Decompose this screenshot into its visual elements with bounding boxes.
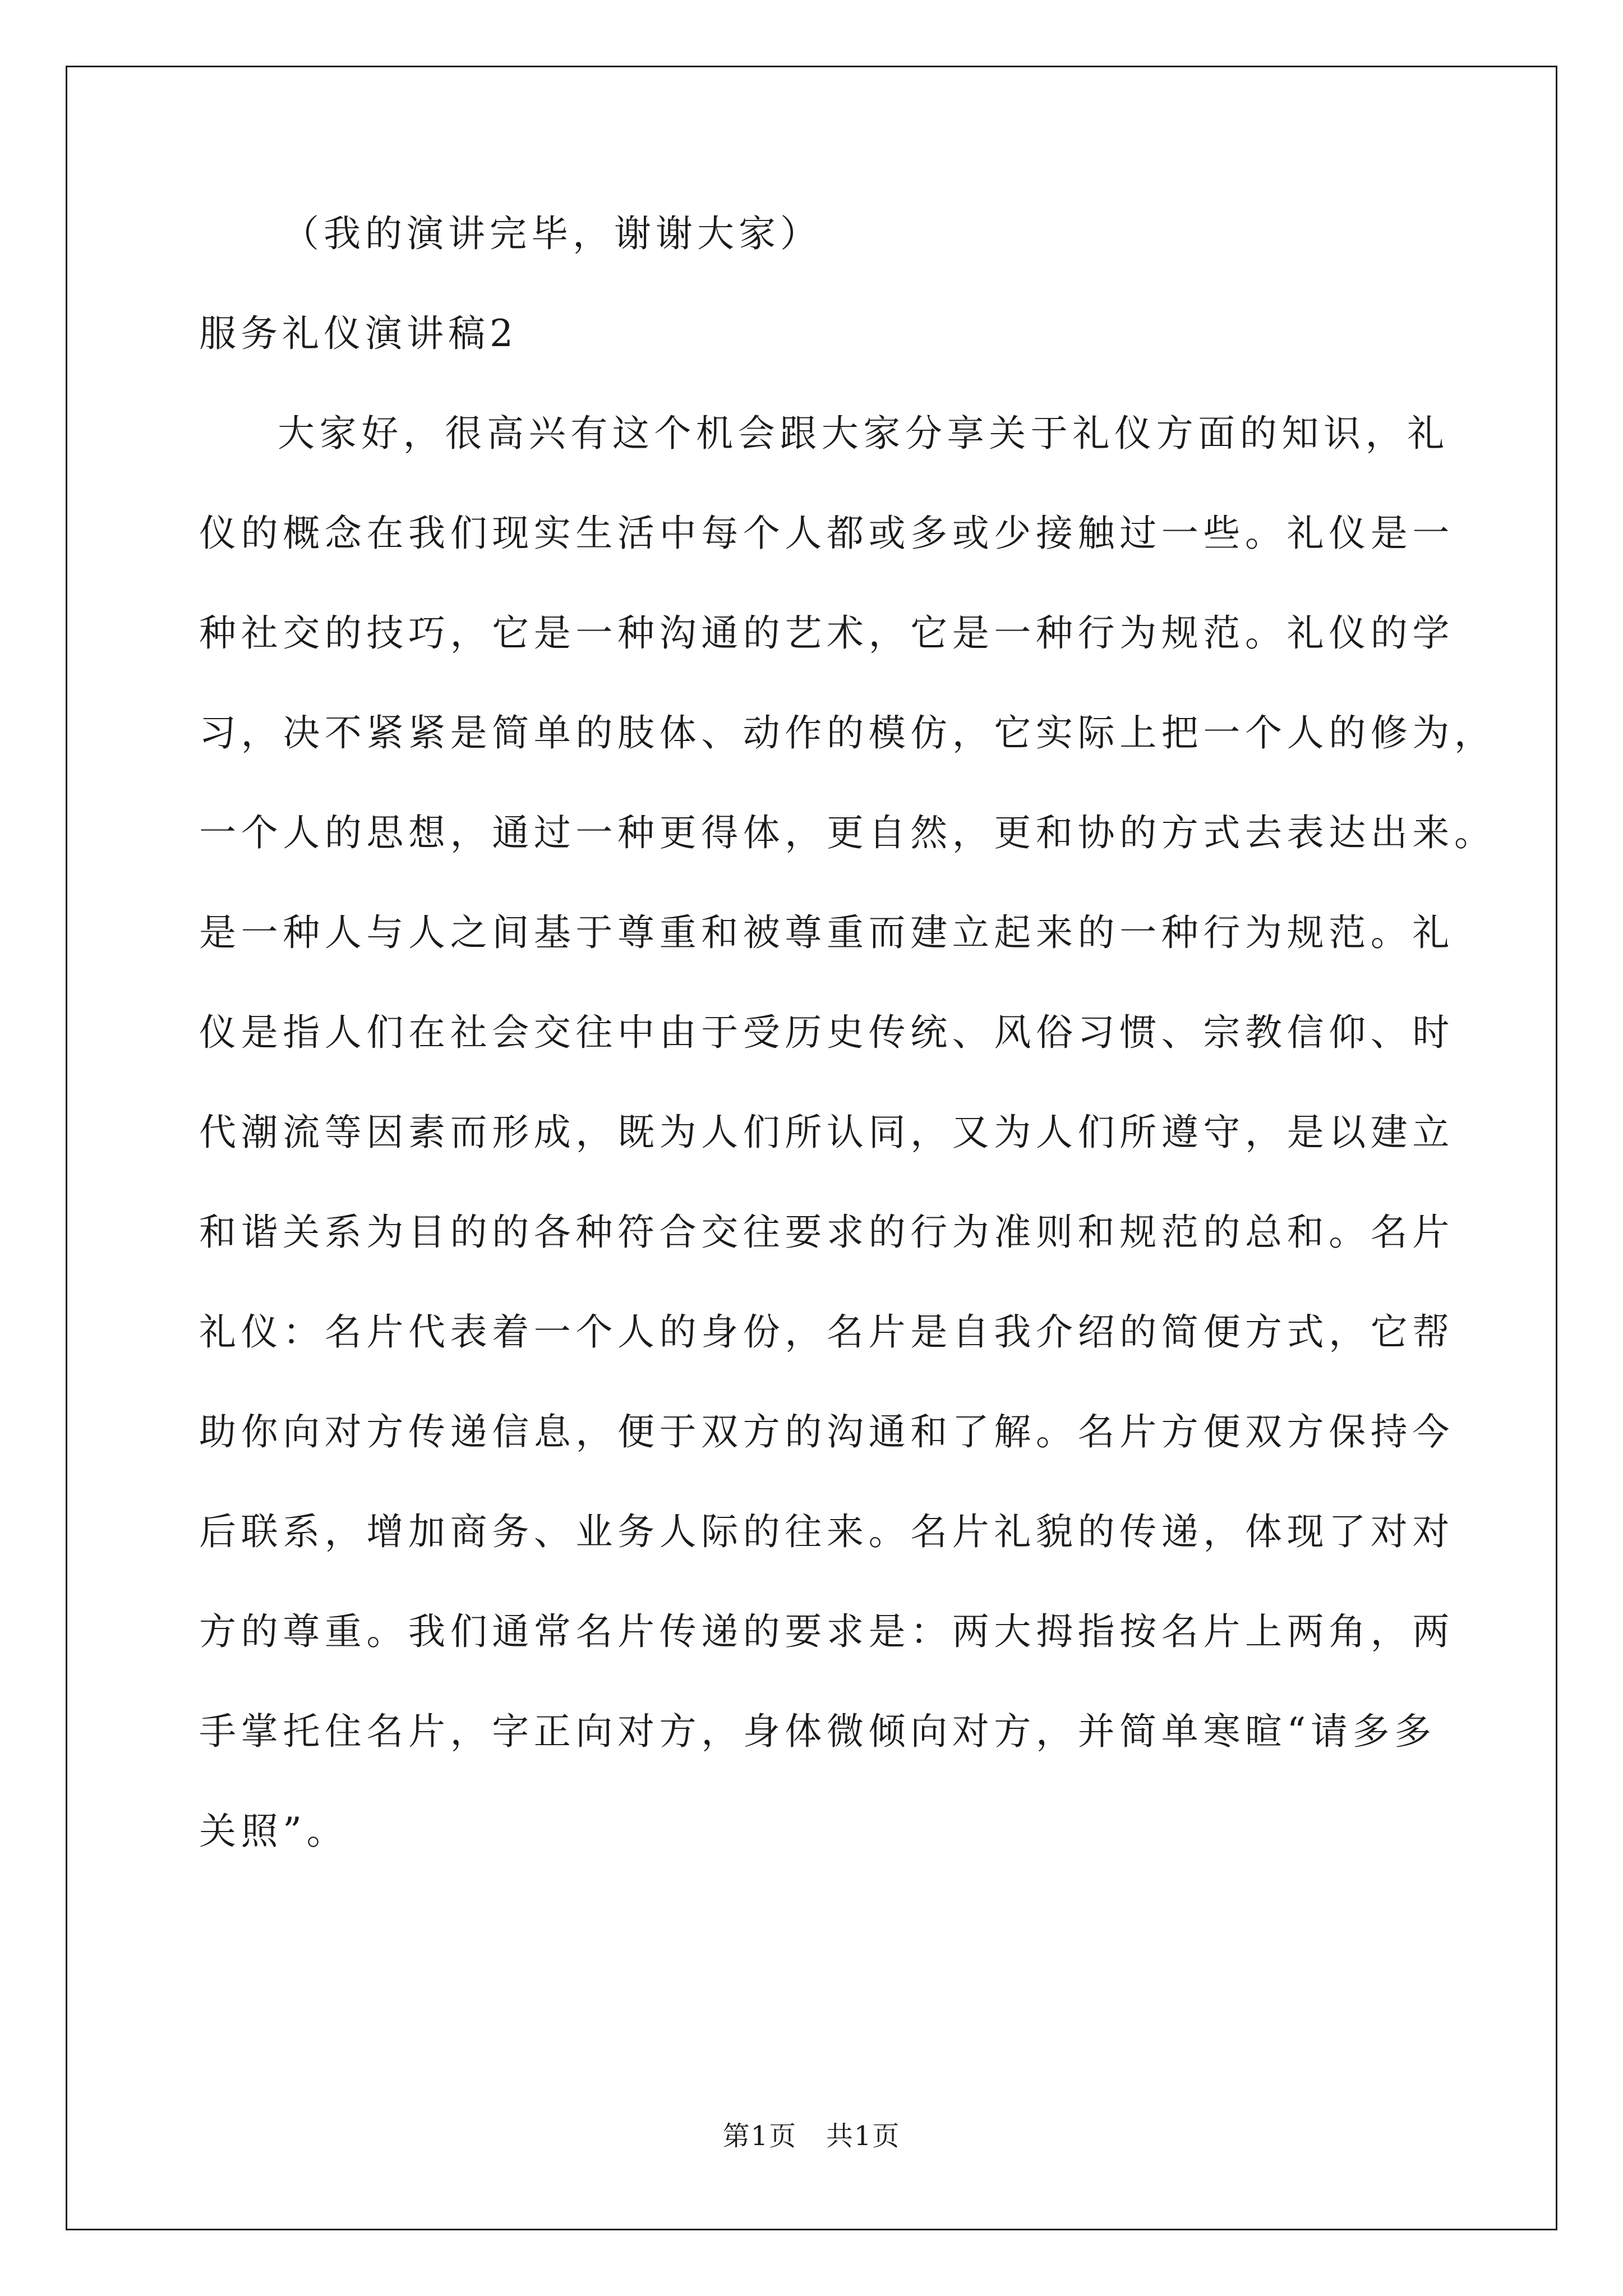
paragraph-line: 助你向对方传递信息，便于双方的沟通和了解。名片方便双方保持今	[199, 1410, 1454, 1453]
document-body	[199, 212, 1496, 1911]
paragraph-line: 后联系，增加商务、业务人际的往来。名片礼貌的传递，体现了对对	[199, 1510, 1454, 1553]
page-footer	[0, 2120, 1623, 2152]
page-number: 第1页	[722, 2120, 797, 2152]
paragraph-line: 大家好，很高兴有这个机会跟大家分享关于礼仪方面的知识，礼	[278, 412, 1449, 455]
page-total: 共1页	[826, 2120, 901, 2152]
paragraph-line: 方的尊重。我们通常名片传递的要求是：两大拇指按名片上两角，两	[199, 1610, 1454, 1653]
paragraph-line: 和谐关系为目的的各种符合交往要求的行为准则和规范的总和。名片	[199, 1211, 1454, 1254]
paragraph-line: 仪的概念在我们现实生活中每个人都或多或少接触过一些。礼仪是一	[199, 512, 1454, 555]
paragraph-line: 手掌托住名片，字正向对方，身体微倾向对方，并简单寒暄“请多多	[199, 1710, 1436, 1753]
paragraph-line: 关照”。	[199, 1810, 349, 1853]
paragraph	[199, 412, 1496, 1853]
paragraph-line: 代潮流等因素而形成，既为人们所认同，又为人们所遵守，是以建立	[199, 1111, 1454, 1154]
paragraph-line: 种社交的技巧，它是一种沟通的艺术，它是一种行为规范。礼仪的学	[199, 611, 1454, 655]
paragraph-line: 习，决不紧紧是简单的肢体、动作的模仿，它实际上把一个人的修为，	[199, 711, 1496, 754]
paragraph-line: 礼仪：名片代表着一个人的身份，名片是自我介绍的简便方式，它帮	[199, 1310, 1454, 1354]
section-title: 服务礼仪演讲稿2	[199, 312, 518, 355]
paragraph-line: 是一种人与人之间基于尊重和被尊重而建立起来的一种行为规范。礼	[199, 911, 1454, 954]
paragraph-line: 仪是指人们在社会交往中由于受历史传统、风俗习惯、宗教信仰、时	[199, 1011, 1454, 1054]
closing-line: （我的演讲完毕，谢谢大家）	[282, 212, 822, 255]
paragraph-line: 一个人的思想，通过一种更得体，更自然，更和协的方式去表达出来。	[199, 811, 1496, 854]
